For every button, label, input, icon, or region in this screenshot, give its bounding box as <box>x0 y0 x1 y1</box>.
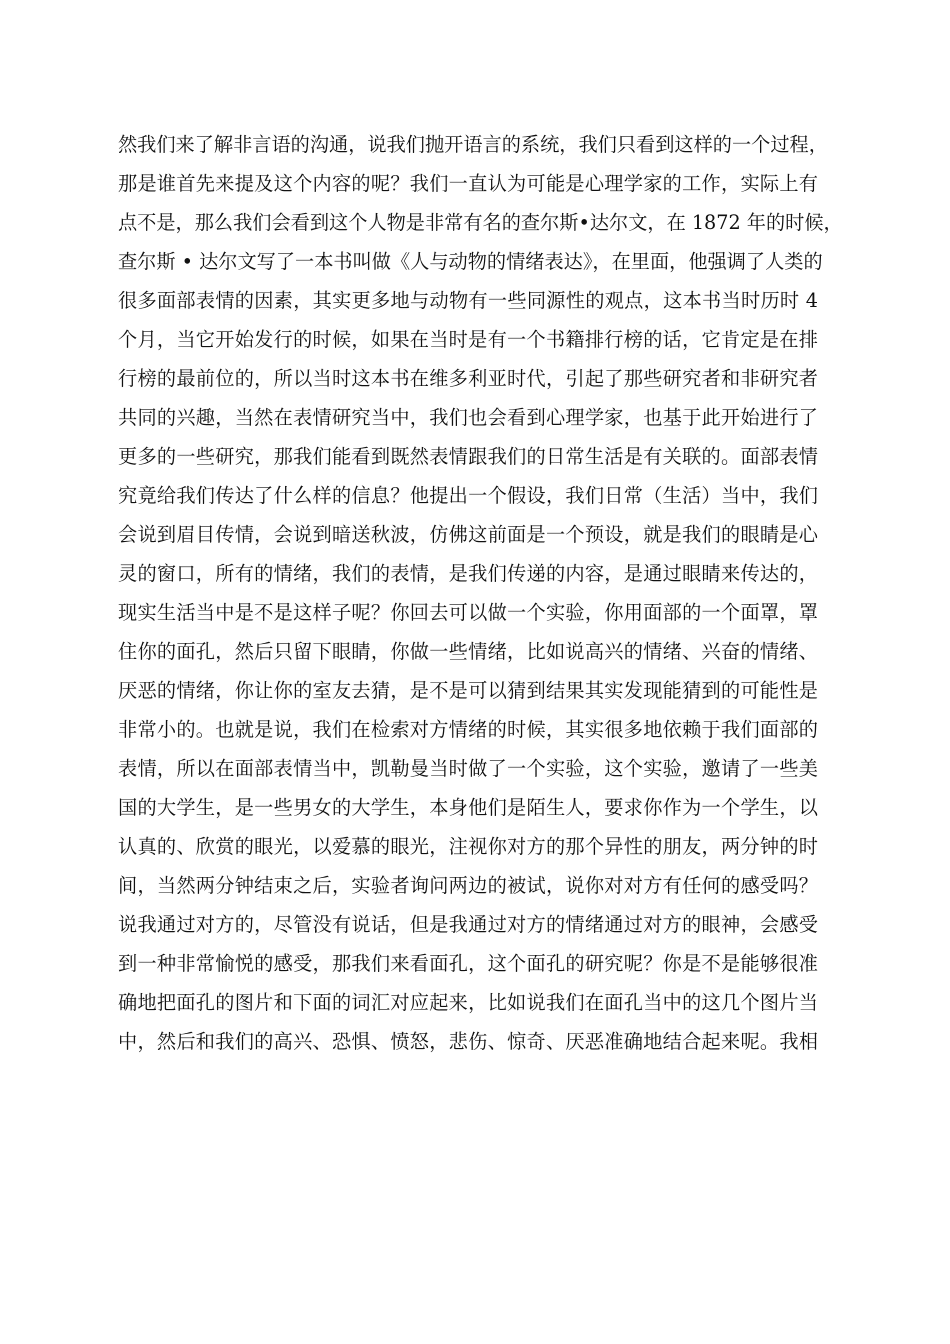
text-line: 中，然后和我们的高兴、恐惧、愤怒，悲伤、惊奇、厌恶准确地结合起来呢。我相 <box>118 1030 818 1053</box>
text-line: 共同的兴趣，当然在表情研究当中，我们也会看到心理学家，也基于此开始进行了 <box>118 406 818 429</box>
text-line: 间，当然两分钟结束之后，实验者询问两边的被试，说你对对方有任何的感受吗？ <box>118 874 818 897</box>
text-line: 住你的面孔，然后只留下眼睛，你做一些情绪，比如说高兴的情绪、兴奋的情绪、 <box>118 640 818 663</box>
text-line: 点不是，那么我们会看到这个人物是非常有名的查尔斯•达尔文，在 1872 年的时候， <box>118 211 843 234</box>
text-line: 很多面部表情的因素，其实更多地与动物有一些同源性的观点，这本书当时历时 4 <box>118 289 818 312</box>
text-line: 查尔斯 • 达尔文写了一本书叫做《人与动物的情绪表达》，在里面，他强调了人类的 <box>118 250 823 273</box>
text-line: 行榜的最前位的，所以当时这本书在维多利亚时代，引起了那些研究者和非研究者 <box>118 367 818 390</box>
text-line: 个月，当它开始发行的时候，如果在当时是有一个书籍排行榜的话，它肯定是在排 <box>118 328 818 351</box>
text-line: 认真的、欣赏的眼光，以爱慕的眼光，注视你对方的那个异性的朋友，两分钟的时 <box>118 835 818 858</box>
text-line: 灵的窗口，所有的情绪，我们的表情，是我们传递的内容，是通过眼睛来传达的， <box>118 562 818 585</box>
text-line: 国的大学生，是一些男女的大学生，本身他们是陌生人，要求你作为一个学生，以 <box>118 796 818 819</box>
text-line: 更多的一些研究，那我们能看到既然表情跟我们的日常生活是有关联的。面部表情 <box>118 445 818 468</box>
text-line: 到一种非常愉悦的感受，那我们来看面孔，这个面孔的研究呢？你是不是能够很准 <box>118 952 818 975</box>
text-line: 会说到眉目传情，会说到暗送秋波，仿佛这前面是一个预设，就是我们的眼睛是心 <box>118 523 818 546</box>
text-line: 现实生活当中是不是这样子呢？你回去可以做一个实验，你用面部的一个面罩，罩 <box>118 601 818 624</box>
text-line: 说我通过对方的，尽管没有说话，但是我通过对方的情绪通过对方的眼神，会感受 <box>118 913 818 936</box>
text-line: 那是谁首先来提及这个内容的呢？我们一直认为可能是心理学家的工作，实际上有 <box>118 172 818 195</box>
text-line: 非常小的。也就是说，我们在检索对方情绪的时候，其实很多地依赖于我们面部的 <box>118 718 818 741</box>
text-line: 厌恶的情绪，你让你的室友去猜，是不是可以猜到结果其实发现能猜到的可能性是 <box>118 679 818 702</box>
text-line: 究竟给我们传达了什么样的信息？他提出一个假设，我们日常（生活）当中，我们 <box>118 484 818 507</box>
text-line: 确地把面孔的图片和下面的词汇对应起来，比如说我们在面孔当中的这几个图片当 <box>118 991 818 1014</box>
body-text <box>118 125 843 1061</box>
text-line: 表情，所以在面部表情当中，凯勒曼当时做了一个实验，这个实验，邀请了一些美 <box>118 757 818 780</box>
text-line: 然我们来了解非言语的沟通，说我们抛开语言的系统，我们只看到这样的一个过程， <box>118 133 828 156</box>
